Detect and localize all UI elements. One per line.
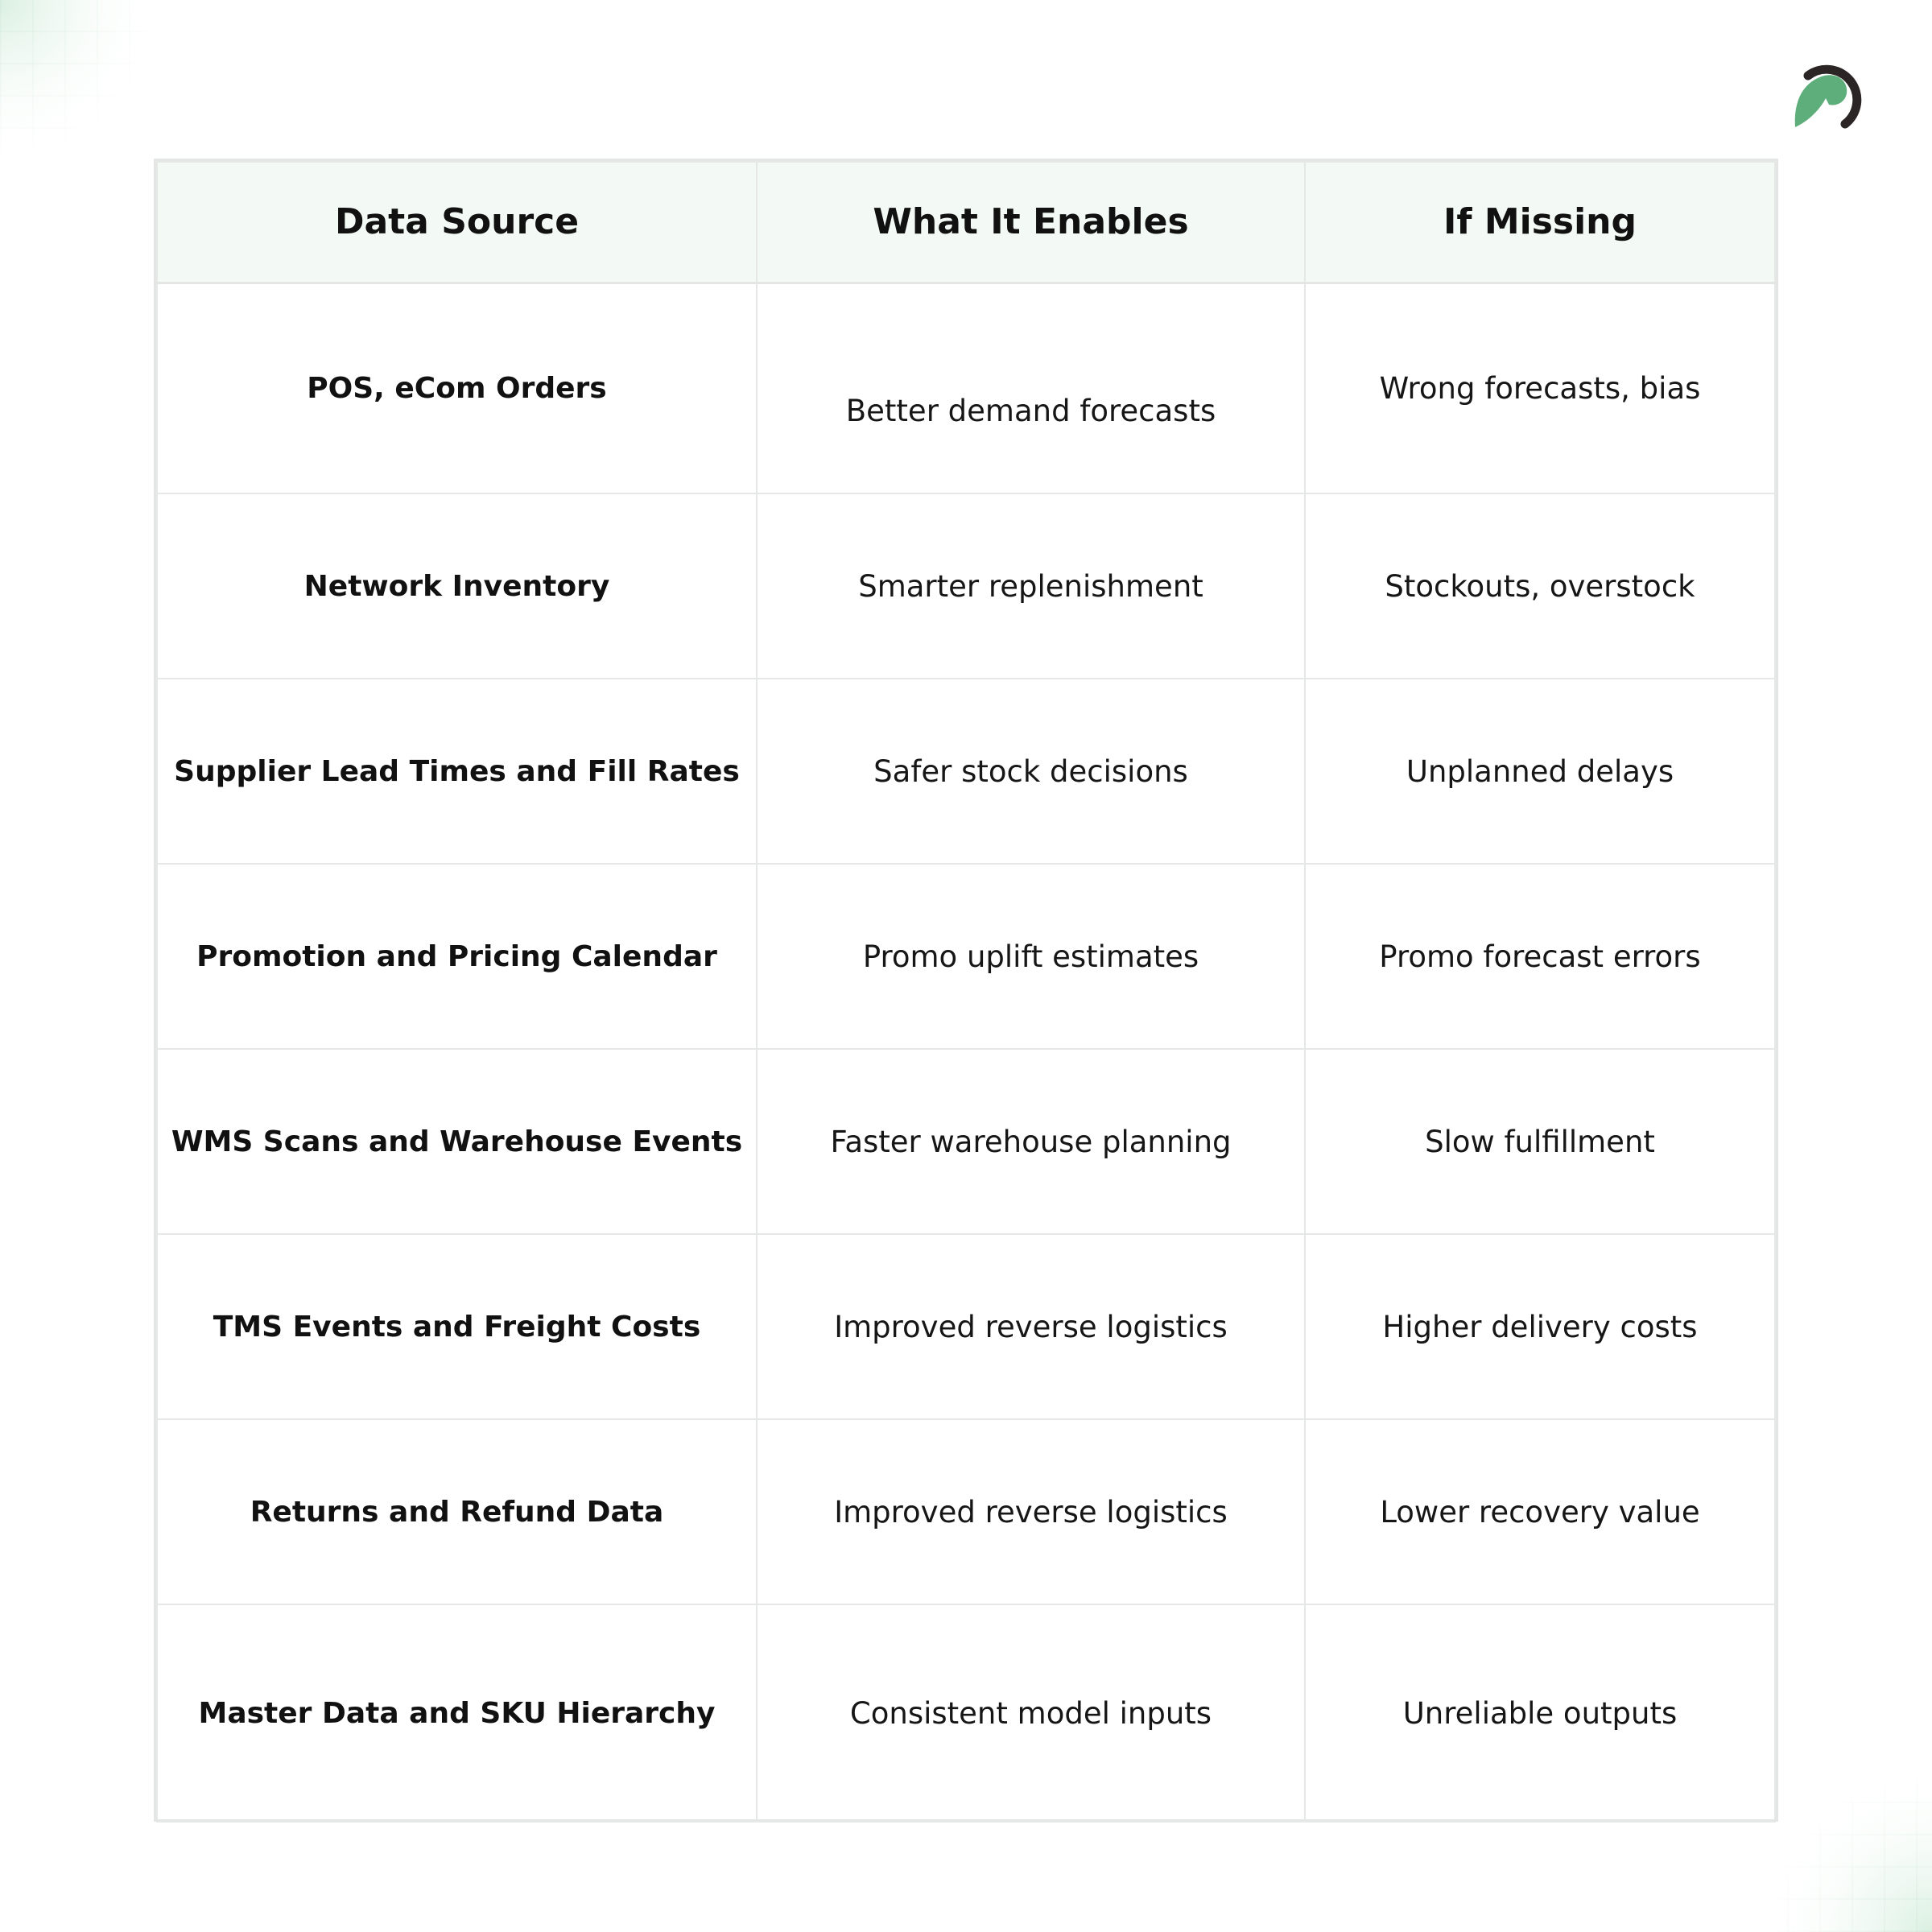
cell-data-source: Master Data and SKU Hierarchy [157, 1604, 757, 1822]
corner-grid-decoration-bottom-right [1755, 1771, 1932, 1932]
cell-if-missing: Stockouts, overstock [1305, 493, 1775, 679]
cell-data-source: Promotion and Pricing Calendar [157, 864, 757, 1049]
table-row [157, 1419, 1775, 1604]
cell-if-missing: Lower recovery value [1305, 1419, 1775, 1604]
table-row [157, 1049, 1775, 1234]
cell-what-it-enables: Smarter replenishment [757, 493, 1305, 679]
cell-what-it-enables: Improved reverse logistics [757, 1419, 1305, 1604]
data-sources-table [154, 159, 1778, 1822]
cell-what-it-enables: Safer stock decisions [757, 679, 1305, 864]
cell-data-source: Supplier Lead Times and Fill Rates [157, 679, 757, 864]
table-row [157, 283, 1775, 493]
cell-text: Wrong forecasts, bias [1379, 370, 1701, 406]
header-what-it-enables: What It Enables [757, 162, 1305, 283]
cell-data-source: WMS Scans and Warehouse Events [157, 1049, 757, 1234]
cell-data-source: Network Inventory [157, 493, 757, 679]
table-row [157, 864, 1775, 1049]
cell-if-missing: Promo forecast errors [1305, 864, 1775, 1049]
header-if-missing: If Missing [1305, 162, 1775, 283]
table-header-row [157, 162, 1775, 283]
cell-text: POS, eCom Orders [307, 371, 607, 405]
cell-text: Better demand forecasts [845, 393, 1216, 428]
cell-what-it-enables: Promo uplift estimates [757, 864, 1305, 1049]
table-row [157, 1604, 1775, 1822]
cell-if-missing: Slow fulfillment [1305, 1049, 1775, 1234]
cell-if-missing: Higher delivery costs [1305, 1234, 1775, 1419]
corner-grid-decoration-top-left [0, 0, 161, 161]
table-row [157, 679, 1775, 864]
cell-what-it-enables [757, 283, 1305, 493]
cell-data-source: TMS Events and Freight Costs [157, 1234, 757, 1419]
cell-if-missing: Unreliable outputs [1305, 1604, 1775, 1822]
brand-logo-icon [1789, 53, 1869, 134]
cell-what-it-enables: Faster warehouse planning [757, 1049, 1305, 1234]
cell-if-missing: Unplanned delays [1305, 679, 1775, 864]
header-data-source: Data Source [157, 162, 757, 283]
cell-what-it-enables: Improved reverse logistics [757, 1234, 1305, 1419]
cell-if-missing [1305, 283, 1775, 493]
cell-data-source [157, 283, 757, 493]
cell-data-source: Returns and Refund Data [157, 1419, 757, 1604]
cell-what-it-enables: Consistent model inputs [757, 1604, 1305, 1822]
table-row [157, 493, 1775, 679]
table-row [157, 1234, 1775, 1419]
